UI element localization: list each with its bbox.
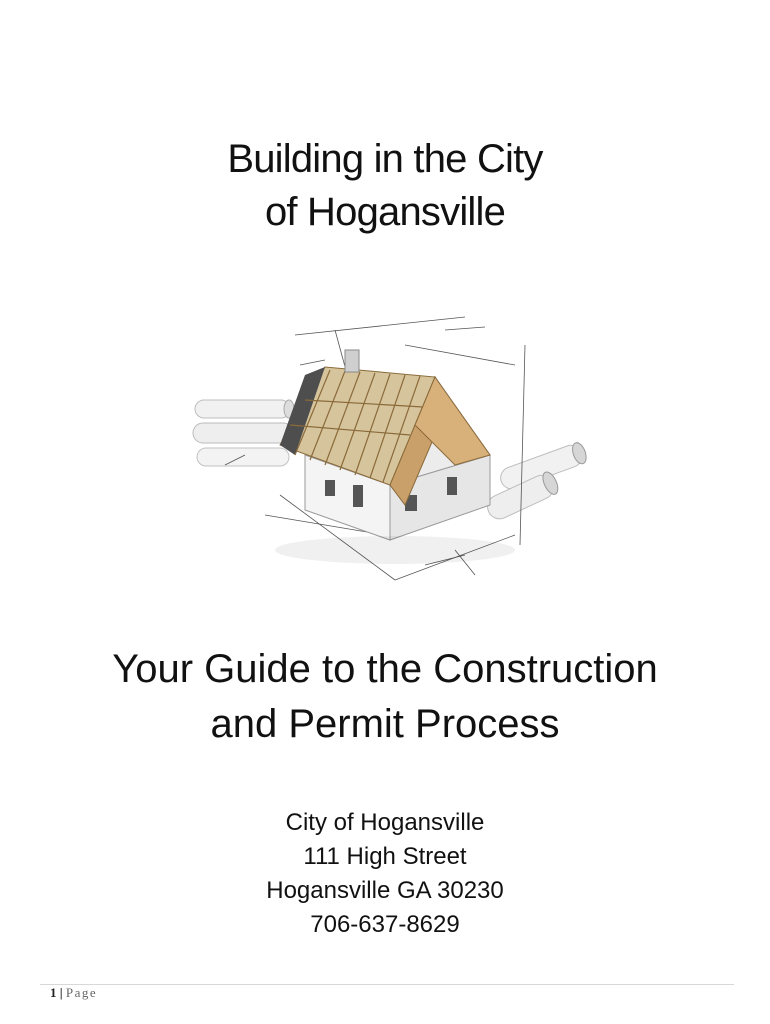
contact-address-block — [0, 806, 770, 942]
blueprint-rolls-right — [484, 441, 589, 523]
house-construction-illustration — [185, 305, 595, 595]
subtitle-line-2: and Permit Process — [210, 702, 560, 746]
page-number: 1 — [50, 985, 57, 1000]
document-title — [0, 133, 770, 239]
footer-divider — [40, 984, 734, 985]
street-address: 111 High Street — [303, 843, 467, 870]
subtitle-line-1: Your Guide to the Construction — [112, 647, 658, 691]
chimney — [345, 350, 359, 372]
page-label: Page — [65, 985, 98, 1000]
footer-separator: | — [59, 985, 63, 1000]
blueprint-rolls-left — [193, 400, 297, 466]
phone-number: 706-637-8629 — [310, 911, 460, 938]
document-subtitle — [0, 642, 770, 752]
title-line-2: of Hogansville — [264, 190, 506, 234]
house-shadow — [275, 536, 515, 564]
page-footer — [50, 985, 97, 1001]
city-name: City of Hogansville — [285, 809, 485, 836]
city-state-zip: Hogansville GA 30230 — [266, 877, 504, 904]
title-line-1: Building in the City — [227, 137, 543, 181]
